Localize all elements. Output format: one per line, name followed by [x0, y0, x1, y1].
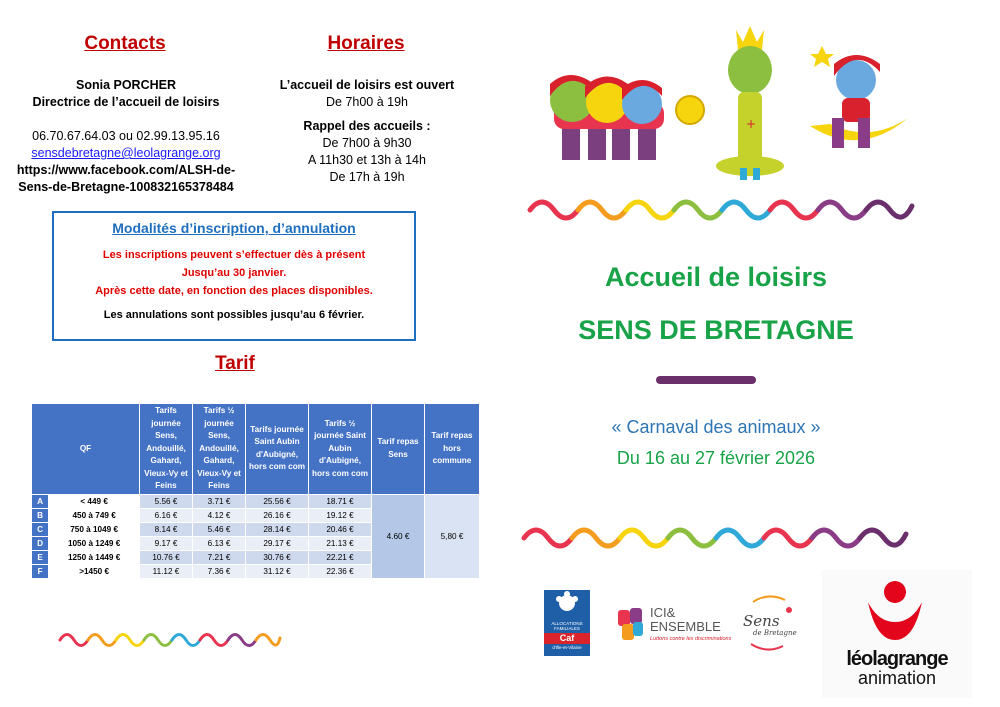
caf-logo [544, 590, 590, 656]
contact-name: Sonia PORCHER [75, 78, 176, 92]
row-qf: 450 à 749 € [49, 508, 140, 522]
row-qf: >1450 € [49, 564, 140, 578]
cell-v4: 22.36 € [309, 564, 372, 578]
th-tarif-demi-sens: Tarifs ½ journée Sens, Andouillé, Gahard, Vieux-Vy et Feins [193, 404, 246, 495]
cell-v3: 28.14 € [246, 522, 309, 536]
caf-text-2: FAMILIALES [554, 626, 580, 631]
ici-text-1: ICI& [650, 605, 676, 620]
contact-facebook-line2[interactable]: Sens-de-Bretagne-100832165378484 [18, 180, 234, 194]
th-repas-hors: Tarif repas hors commune [425, 404, 480, 495]
th-tarif-journee-saint-aubin: Tarifs journée Saint Aubin d'Aubigné, hors com com [246, 404, 309, 495]
contact-phones: 06.70.67.64.03 ou 02.99.13.95.16 [32, 129, 220, 143]
modalites-line4: Les annulations sont possibles jusqu’au 6 février. [103, 309, 365, 321]
tarif-table [31, 403, 480, 579]
row-qf: 1050 à 1249 € [49, 536, 140, 550]
horaires-line2: De 7h00 à 19h [325, 95, 408, 109]
ici-ensemble-emblem-icon [616, 606, 646, 642]
modalites-line1: Les inscriptions peuvent s’effectuer dès à présent [102, 249, 366, 261]
row-letter: E [32, 550, 49, 564]
modalites-box [52, 211, 416, 341]
leo-lagrange-emblem-icon [864, 580, 926, 642]
table-row [32, 494, 480, 508]
cell-v1: 8.14 € [140, 522, 193, 536]
cell-v2: 3.71 € [193, 494, 246, 508]
contacts-heading: Contacts [84, 33, 166, 54]
contact-facebook-line1[interactable]: https://www.facebook.com/ALSH-de- [16, 163, 236, 177]
cell-v3: 25.56 € [246, 494, 309, 508]
wavy-line-bottom-right [520, 520, 912, 554]
cell-v2: 7.21 € [193, 550, 246, 564]
tarif-heading: Tarif [215, 353, 255, 374]
leo-text-2: animation [857, 668, 937, 688]
modalites-line2: Jusqu’au 30 janvier. [181, 267, 287, 279]
cell-repas-hors: 5,80 € [425, 494, 480, 578]
row-letter: C [32, 522, 49, 536]
caf-text-4: d'Ille-et-Vilaine [552, 645, 582, 650]
cell-v3: 26.16 € [246, 508, 309, 522]
wavy-line-top-right [526, 190, 918, 224]
tarif-header-row [32, 404, 480, 495]
th-qf: QF [32, 404, 140, 495]
ici-ensemble-logo [616, 604, 732, 650]
cell-v2: 6.13 € [193, 536, 246, 550]
horaires-line1: L’accueil de loisirs est ouvert [279, 78, 455, 92]
cell-v3: 29.17 € [246, 536, 309, 550]
title-accueil: Accueil de loisirs [604, 262, 828, 292]
row-qf: 750 à 1049 € [49, 522, 140, 536]
th-tarif-demi-saint-aubin: Tarifs ½ journée Saint Aubin d'Aubigné, hors com com [309, 404, 372, 495]
cell-v4: 19.12 € [309, 508, 372, 522]
cell-v1: 9.17 € [140, 536, 193, 550]
horaires-r2: A 11h30 et 13h à 14h [308, 153, 426, 167]
cell-v2: 4.12 € [193, 508, 246, 522]
theme-text: « Carnaval des animaux » [611, 417, 821, 437]
ici-text-2: ENSEMBLE [650, 619, 721, 634]
ici-text-3: Luttons contre les discriminations [650, 636, 732, 642]
kids-group [550, 75, 704, 160]
wavy-line-left [58, 625, 282, 649]
horaires-rappel: Rappel des accueils : [303, 119, 431, 133]
sens-de-bretagne-logo [733, 592, 803, 654]
contact-email-link[interactable]: sensdebretagne@leolagrange.org [31, 146, 221, 160]
row-qf: < 449 € [49, 494, 140, 508]
modalites-line3: Après cette date, en fonction des places disponibles. [95, 285, 373, 297]
leo-text-1: léolagrange [846, 648, 948, 670]
svg-text:+: + [746, 117, 757, 131]
row-letter: B [32, 508, 49, 522]
caf-emblem-icon [544, 590, 590, 616]
th-tarif-journee-sens: Tarifs journée Sens, Andouillé, Gahard, Vieux-Vy et Feins [140, 404, 193, 495]
caf-text-1: ALLOCATIONS [551, 621, 583, 626]
row-letter: A [32, 494, 49, 508]
sens-text-1: Sens [743, 612, 780, 630]
horaires-r1: De 7h00 à 9h30 [322, 136, 412, 150]
contacts-block [0, 77, 252, 196]
title-sens-de-bretagne: SENS DE BRETAGNE [578, 315, 854, 345]
row-qf: 1250 à 1449 € [49, 550, 140, 564]
cell-v1: 5.56 € [140, 494, 193, 508]
king-figure [716, 26, 784, 180]
divider-bar [656, 376, 756, 384]
cell-v3: 30.76 € [246, 550, 309, 564]
cell-v1: 10.76 € [140, 550, 193, 564]
row-letter: D [32, 536, 49, 550]
horaires-block [262, 77, 472, 186]
dates-text: Du 16 au 27 février 2026 [616, 448, 816, 468]
leo-lagrange-logo [822, 570, 972, 698]
cell-v2: 7.36 € [193, 564, 246, 578]
sens-text-2: de Bretagne [753, 629, 797, 637]
cell-v4: 18.71 € [309, 494, 372, 508]
cell-v4: 20.46 € [309, 522, 372, 536]
cell-v1: 11.12 € [140, 564, 193, 578]
cell-v2: 5.46 € [193, 522, 246, 536]
row-letter: F [32, 564, 49, 578]
caf-text-3: Caf [544, 633, 590, 644]
cell-v4: 22.21 € [309, 550, 372, 564]
cell-v4: 21.13 € [309, 536, 372, 550]
horaires-heading: Horaires [327, 33, 405, 54]
cell-v3: 31.12 € [246, 564, 309, 578]
girl-on-moon [810, 46, 908, 148]
contact-role: Directrice de l’accueil de loisirs [32, 95, 220, 109]
cell-v1: 6.16 € [140, 508, 193, 522]
horaires-r3: De 17h à 19h [329, 170, 405, 184]
children-illustration [540, 18, 920, 183]
th-repas-sens: Tarif repas Sens [372, 404, 425, 495]
cell-repas-sens: 4.60 € [372, 494, 425, 578]
modalites-title: Modalités d’inscription, d’annulation [112, 220, 356, 236]
